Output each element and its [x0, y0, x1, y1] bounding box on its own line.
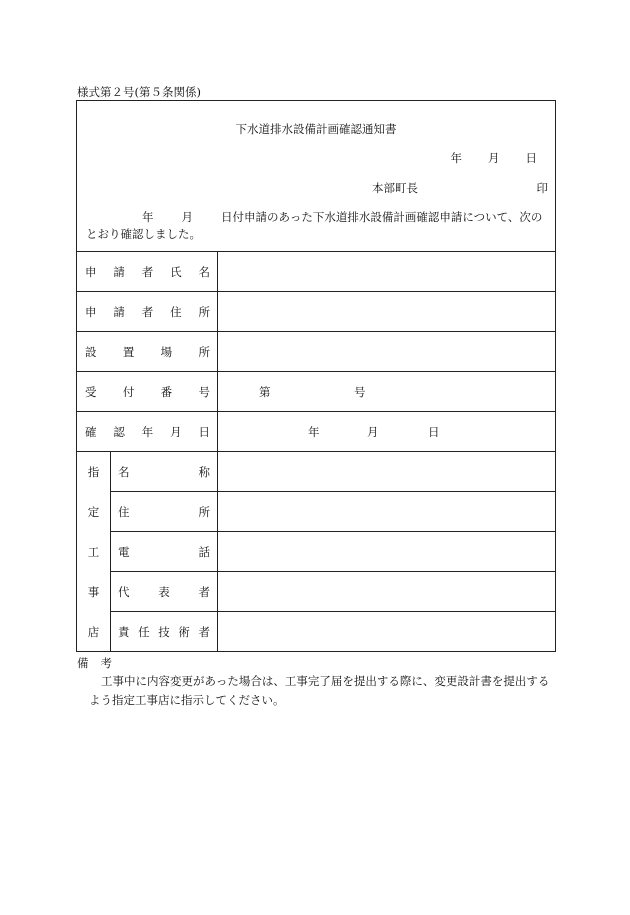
install-location-field[interactable] [218, 332, 555, 371]
confirm-date-year: 年 [308, 425, 320, 439]
label-contractor-phone: 電 話 [110, 532, 218, 571]
contractor-phone-field[interactable] [218, 532, 555, 571]
row-applicant-name [77, 251, 555, 291]
contractor-group-label: 指 定 工 事 店 [77, 451, 111, 651]
statement-line1: 日付申請のあった下水道排水設備計画確認申請について、次の [221, 210, 543, 224]
row-install-location [77, 331, 555, 371]
label-install-location: 設 置 場 所 [77, 332, 218, 371]
label-contractor-address: 住 所 [110, 492, 218, 531]
statement-line2: とおり確認しました。 [86, 227, 201, 241]
row-chief-engineer [110, 611, 555, 651]
applicant-name-field[interactable] [218, 252, 555, 291]
issuer-name: 本部町長 [372, 181, 418, 195]
issuer-line [372, 180, 548, 196]
label-contractor-representative: 代 表 者 [110, 572, 218, 611]
label-applicant-address: 申 請 者 住 所 [77, 292, 218, 331]
row-confirm-date [77, 411, 555, 451]
remarks-line2: よう指定工事店に指示してください。 [89, 693, 285, 707]
remarks-text [77, 672, 559, 710]
contractor-name-field[interactable] [218, 452, 555, 491]
form-number: 様式第２号(第５条関係) [77, 85, 201, 99]
row-receipt-number [77, 371, 555, 411]
seal-mark: 印 [536, 181, 548, 195]
remarks-heading: 備 考 [77, 656, 112, 670]
confirm-date-day: 日 [428, 425, 440, 439]
statement-month: 月 [181, 210, 193, 224]
confirm-date-month: 月 [367, 425, 379, 439]
confirmation-statement [86, 209, 548, 243]
row-contractor-name [110, 451, 555, 491]
row-applicant-address [77, 291, 555, 331]
row-contractor-address [110, 491, 555, 531]
statement-year: 年 [142, 210, 154, 224]
notice-form [76, 100, 556, 652]
issue-date-day: 日 [525, 151, 537, 165]
receipt-prefix: 第 [259, 385, 271, 399]
label-confirm-date: 確 認 年 月 日 [77, 412, 218, 451]
remarks-line1: 工事中に内容変更があった場合は、工事完了届を提出する際に、変更設計書を提出する [101, 674, 550, 688]
applicant-address-field[interactable] [218, 292, 555, 331]
label-contractor-name: 名 称 [110, 452, 218, 491]
label-applicant-name: 申 請 者 氏 名 [77, 252, 218, 291]
issue-date-month: 月 [488, 151, 500, 165]
row-contractor-representative [110, 571, 555, 611]
row-contractor-phone [110, 531, 555, 571]
label-chief-engineer: 責 任 技 術 者 [110, 612, 218, 651]
confirm-date-field[interactable] [218, 412, 555, 451]
document-title: 下水道排水設備計画確認通知書 [235, 122, 397, 136]
receipt-number-field[interactable] [218, 372, 555, 411]
receipt-suffix: 号 [354, 385, 366, 399]
label-receipt-number: 受 付 番 号 [77, 372, 218, 411]
contractor-address-field[interactable] [218, 492, 555, 531]
issue-date-year: 年 [450, 151, 462, 165]
chief-engineer-field[interactable] [218, 612, 555, 651]
contractor-representative-field[interactable] [218, 572, 555, 611]
issue-date [451, 150, 538, 166]
